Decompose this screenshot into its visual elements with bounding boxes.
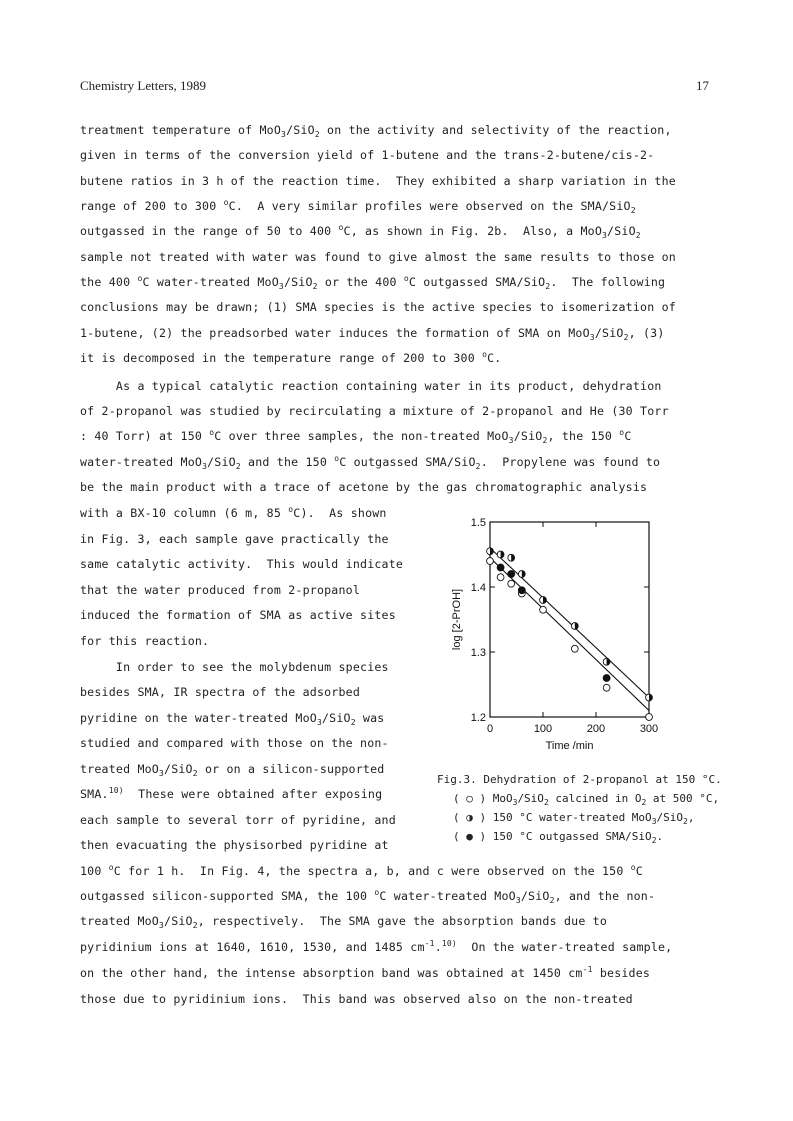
caption-line: Fig.3. Dehydration of 2-propanol at 150 °C.: [437, 773, 722, 786]
journal-header: Chemistry Letters, 1989: [80, 78, 207, 93]
x-tick-label: 300: [639, 723, 659, 735]
x-tick-label: 200: [586, 723, 606, 735]
data-point-open: [603, 684, 610, 691]
data-point-filled: [518, 587, 525, 594]
text-line: pyridinium ions at 1640, 1610, 1530, and 1485 $cm^{-1}.^{10)}$ On the water-treated sample,: [80, 939, 673, 954]
text-line: of 2-propanol was studied by recirculating a mixture of 2-propanol and He (30 Torr: [80, 404, 669, 418]
text-line: treatment temperature of MoO$_3$/SiO$_2$ on the activity and selectivity of the reaction,: [80, 123, 672, 139]
text-line: : 40 Torr) at 150 $^o$C over three samples, the non-treated MoO$_3$/SiO$_2$, the 150 $^o$C: [80, 428, 632, 445]
text-line: studied and compared with those on the non-: [80, 736, 389, 750]
text-line: then evacuating the physisorbed pyridine at: [80, 838, 389, 852]
text-line: SMA.$^{10)}$ These were obtained after exposing: [80, 786, 383, 801]
text-line: in Fig. 3, each sample gave practically the: [80, 532, 389, 546]
text-line: that the water produced from 2-propanol: [80, 583, 361, 597]
x-axis-label: Time /min: [545, 740, 594, 752]
text-line: for this reaction.: [80, 634, 210, 648]
data-point-open: [487, 558, 494, 565]
x-tick-label: 100: [533, 723, 553, 735]
y-tick-label: 1.5: [470, 517, 486, 529]
x-tick-label: 0: [486, 723, 494, 735]
text-line: outgassed in the range of 50 to 400 $^o$C, as shown in Fig. 2b. Also, a MoO$_3$/SiO$_2$: [80, 223, 641, 240]
text-line: the 400 $^o$C water-treated MoO$_3$/SiO$_2$ or the 400 $^o$C outgassed SMA/SiO$_2$. The following: [80, 274, 666, 291]
caption-line: ( ◑ ) 150 °C water-treated MoO$_3$/SiO$_2$,: [453, 811, 695, 826]
text-line: treated MoO$_3$/SiO$_2$ or on a silicon-supported: [80, 762, 385, 778]
y-tick-label: 1.2: [470, 712, 486, 724]
text-line: water-treated MoO$_3$/SiO$_2$ and the 150 $^o$C outgassed SMA/SiO$_2$. Propylene was found to: [80, 454, 661, 471]
text-line: butene ratios in 3 h of the reaction time. They exhibited a sharp variation in the: [80, 174, 676, 188]
text-line: given in terms of the conversion yield of 1-butene and the trans-2-butene/cis-2-: [80, 148, 655, 162]
text-line: sample not treated with water was found to give almost the same results to those on: [80, 250, 676, 264]
text-line: conclusions may be drawn; (1) SMA species is the active species to isomerization of: [80, 300, 676, 314]
fit-line: [490, 558, 649, 711]
data-point-open: [646, 714, 653, 721]
caption-line: ( ● ) 150 °C outgassed SMA/SiO$_2$.: [453, 830, 664, 845]
text-line: induced the formation of SMA as active sites: [80, 608, 396, 622]
text-line: besides SMA, IR spectra of the adsorbed: [80, 685, 361, 699]
figure-3-chart: [438, 512, 678, 774]
text-line: those due to pyridinium ions. This band was observed also on the non-treated: [80, 992, 633, 1006]
data-point-filled: [603, 675, 610, 682]
data-point-open: [508, 580, 515, 587]
data-point-open: [540, 606, 547, 613]
text-line: treated MoO$_3$/SiO$_2$, respectively. The SMA gave the absorption bands due to: [80, 914, 608, 930]
text-line: be the main product with a trace of acetone by the gas chromatographic analysis: [80, 480, 648, 494]
text-line: 100 $^o$C for 1 h. In Fig. 4, the spectra a, b, and c were observed on the 150 $^o$C: [80, 863, 643, 878]
y-axis-label: log [2-PrOH]: [451, 588, 463, 651]
y-tick-label: 1.4: [470, 582, 486, 594]
text-line: on the other hand, the intense absorption band was obtained at 1450 $cm^{-1}$ besides: [80, 965, 651, 980]
text-line: it is decomposed in the temperature range of 200 to 300 $^o$C.: [80, 350, 502, 365]
text-line: with a BX-10 column (6 m, 85 $^o$C). As shown: [80, 505, 387, 520]
data-point-filled: [508, 571, 515, 578]
data-point-open: [571, 645, 578, 652]
data-point-filled: [497, 564, 504, 571]
text-line: As a typical catalytic reaction containing water in its product, dehydration: [80, 379, 662, 393]
caption-line: ( ○ ) MoO$_3$/SiO$_2$ calcined in $O_2$ at 500 °C,: [453, 792, 720, 807]
page-number: 17: [696, 78, 709, 93]
text-line: range of 200 to 300 $^o$C. A very similar profiles were observed on the SMA/SiO$_2$: [80, 198, 636, 215]
text-line: pyridine on the water-treated MoO$_3$/SiO$_2$ was: [80, 711, 385, 727]
text-line: In order to see the molybdenum species: [80, 660, 389, 674]
y-tick-label: 1.3: [470, 647, 486, 659]
text-line: each sample to several torr of pyridine, and: [80, 813, 396, 827]
text-line: 1-butene, (2) the preadsorbed water induces the formation of SMA on MoO$_3$/SiO$_2$, (3): [80, 326, 665, 342]
text-line: outgassed silicon-supported SMA, the 100 $^o$C water-treated MoO$_3$/SiO$_2$, and the non-: [80, 888, 656, 905]
data-point-open: [497, 574, 504, 581]
fit-line: [490, 548, 649, 698]
text-line: same catalytic activity. This would indicate: [80, 557, 404, 571]
